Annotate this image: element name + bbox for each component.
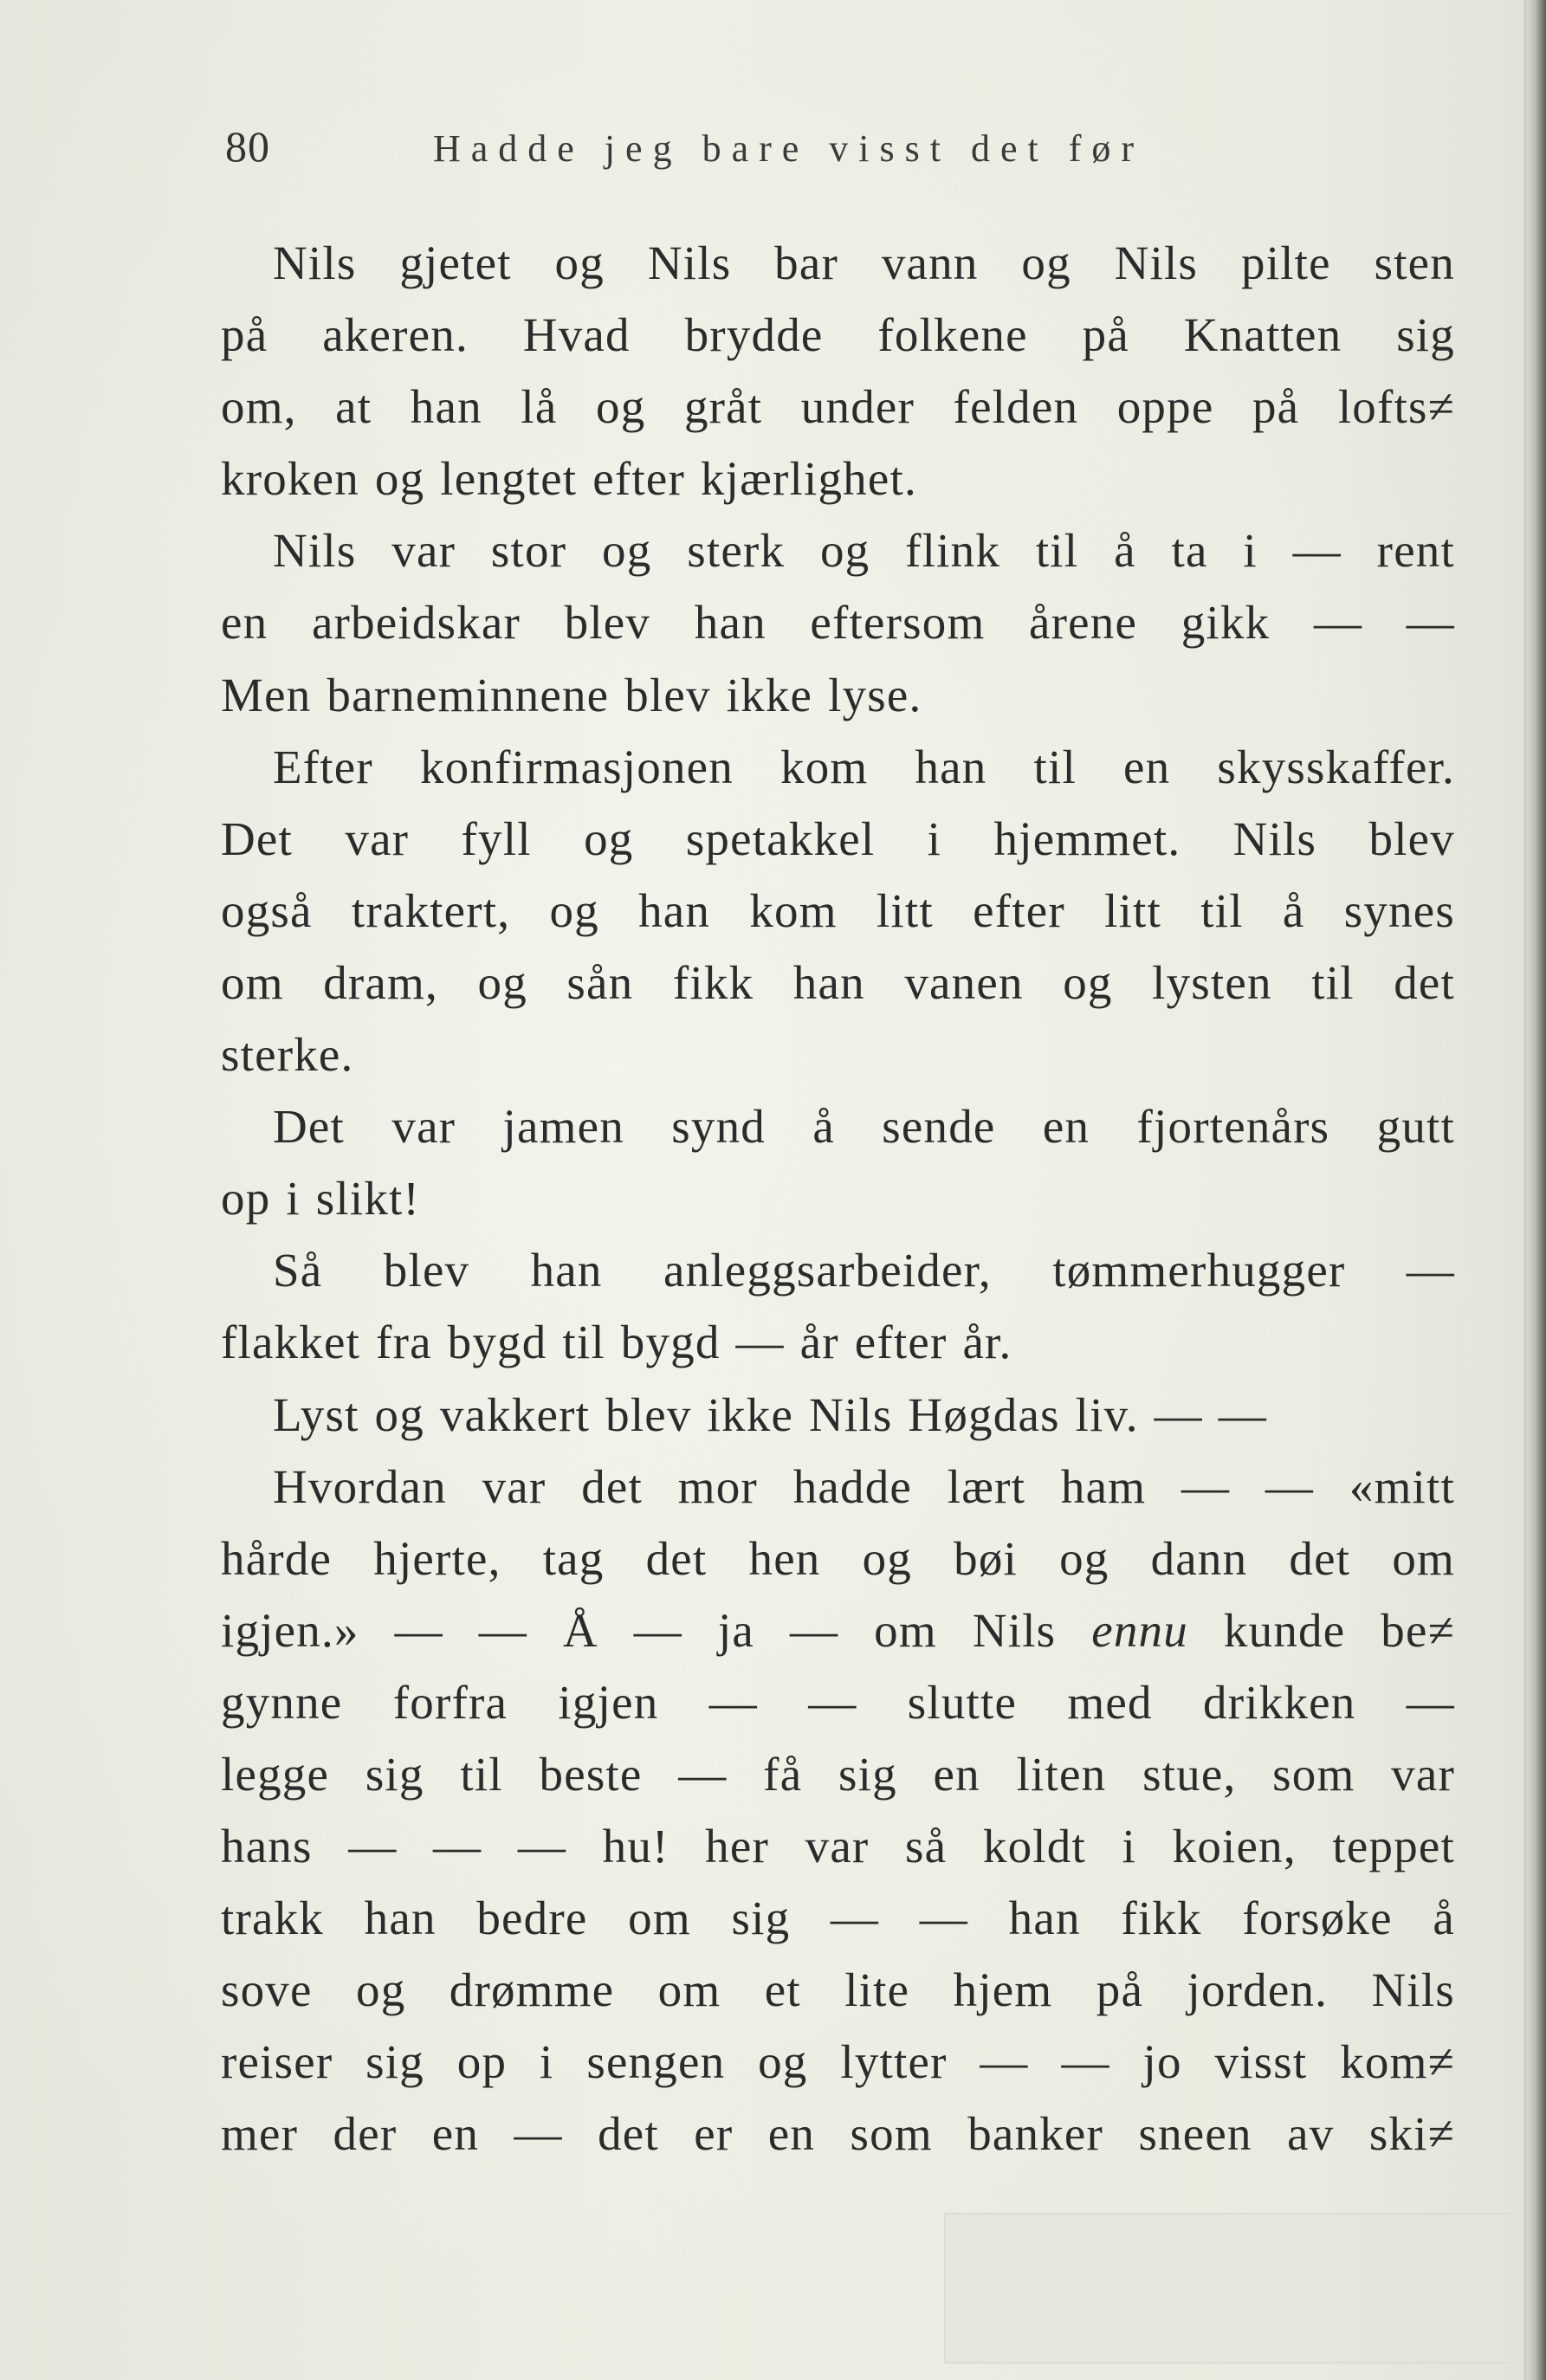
text-line: mer der en — det er en som banker sneen av ski≠ <box>221 2107 1455 2161</box>
text-segment: igjen.» — — Å — ja — om Nils <box>221 1603 1092 1657</box>
text-line: Nils gjetet og Nils bar vann og Nils pilte sten <box>273 236 1455 289</box>
text-line: Det var fyll og spetakkel i hjemmet. Nils blev <box>221 812 1455 865</box>
text-line: Nils var stor og sterk og flink til å ta i — rent <box>273 524 1455 578</box>
running-title: Hadde jeg bare visst det før <box>433 127 1145 170</box>
text-segment: kunde be≠ <box>1187 1603 1455 1657</box>
paragraph <box>221 227 1455 514</box>
body-text <box>221 227 1455 2170</box>
text-line-with-italic <box>221 1594 1455 1666</box>
text-line: også traktert, og han kom litt efter litt til å synes <box>221 883 1455 937</box>
italic-word: ennu <box>1091 1603 1188 1657</box>
paragraph <box>221 1234 1455 1378</box>
paragraph <box>221 1379 1455 1451</box>
text-line: kroken og lengtet efter kjærlighet. <box>221 452 917 506</box>
text-line: flakket fra bygd til bygd — år efter år. <box>221 1316 1012 1369</box>
text-line: trakk han bedre om sig — — han fikk forsøke å <box>221 1892 1455 1945</box>
text-line: sterke. <box>221 1028 354 1082</box>
text-line: Det var jamen synd å sende en fjortenårs gutt <box>273 1100 1455 1154</box>
paragraph <box>221 731 1455 1090</box>
faded-library-stamp <box>944 2213 1509 2364</box>
text-line: gynne forfra igjen — — slutte med drikken — <box>221 1675 1455 1729</box>
text-line: Men barneminnene blev ikke lyse. <box>221 668 922 721</box>
paragraph <box>221 1090 1455 1234</box>
text-line: om dram, og sån fikk han vanen og lysten til det <box>221 955 1455 1009</box>
text-line: reiser sig op i sengen og lytter — — jo visst kom≠ <box>221 2035 1455 2089</box>
page-header <box>225 121 1334 173</box>
text-line: legge sig til beste — få sig en liten stue, som var <box>221 1747 1455 1801</box>
text-line: Lyst og vakkert blev ikke Nils Høgdas liv. — — <box>273 1387 1267 1441</box>
text-line: Hvordan var det mor hadde lært ham — — «mitt <box>273 1459 1455 1513</box>
text-line: Efter konfirmasjonen kom han til en skysskaffer. <box>273 740 1455 793</box>
text-line: op i slikt! <box>221 1172 421 1226</box>
paragraph <box>221 514 1455 730</box>
text-line: om, at han lå og gråt under felden oppe på lofts≠ <box>221 380 1455 434</box>
book-spine <box>1527 0 1546 2380</box>
page-number: 80 <box>225 122 270 171</box>
paragraph <box>221 1451 1455 2170</box>
text-line: på akeren. Hvad brydde folkene på Knatten sig <box>221 308 1455 362</box>
text-line: sove og drømme om et lite hjem på jorden. Nils <box>221 1963 1455 2017</box>
text-line: en arbeidskar blev han eftersom årene gikk — — <box>221 596 1455 650</box>
text-line: hårde hjerte, tag det hen og bøi og dann det om <box>221 1531 1455 1585</box>
text-line: Så blev han anleggsarbeider, tømmerhugger — <box>273 1244 1455 1297</box>
text-line: hans — — — hu! her var så koldt i koien, teppet <box>221 1820 1455 1873</box>
